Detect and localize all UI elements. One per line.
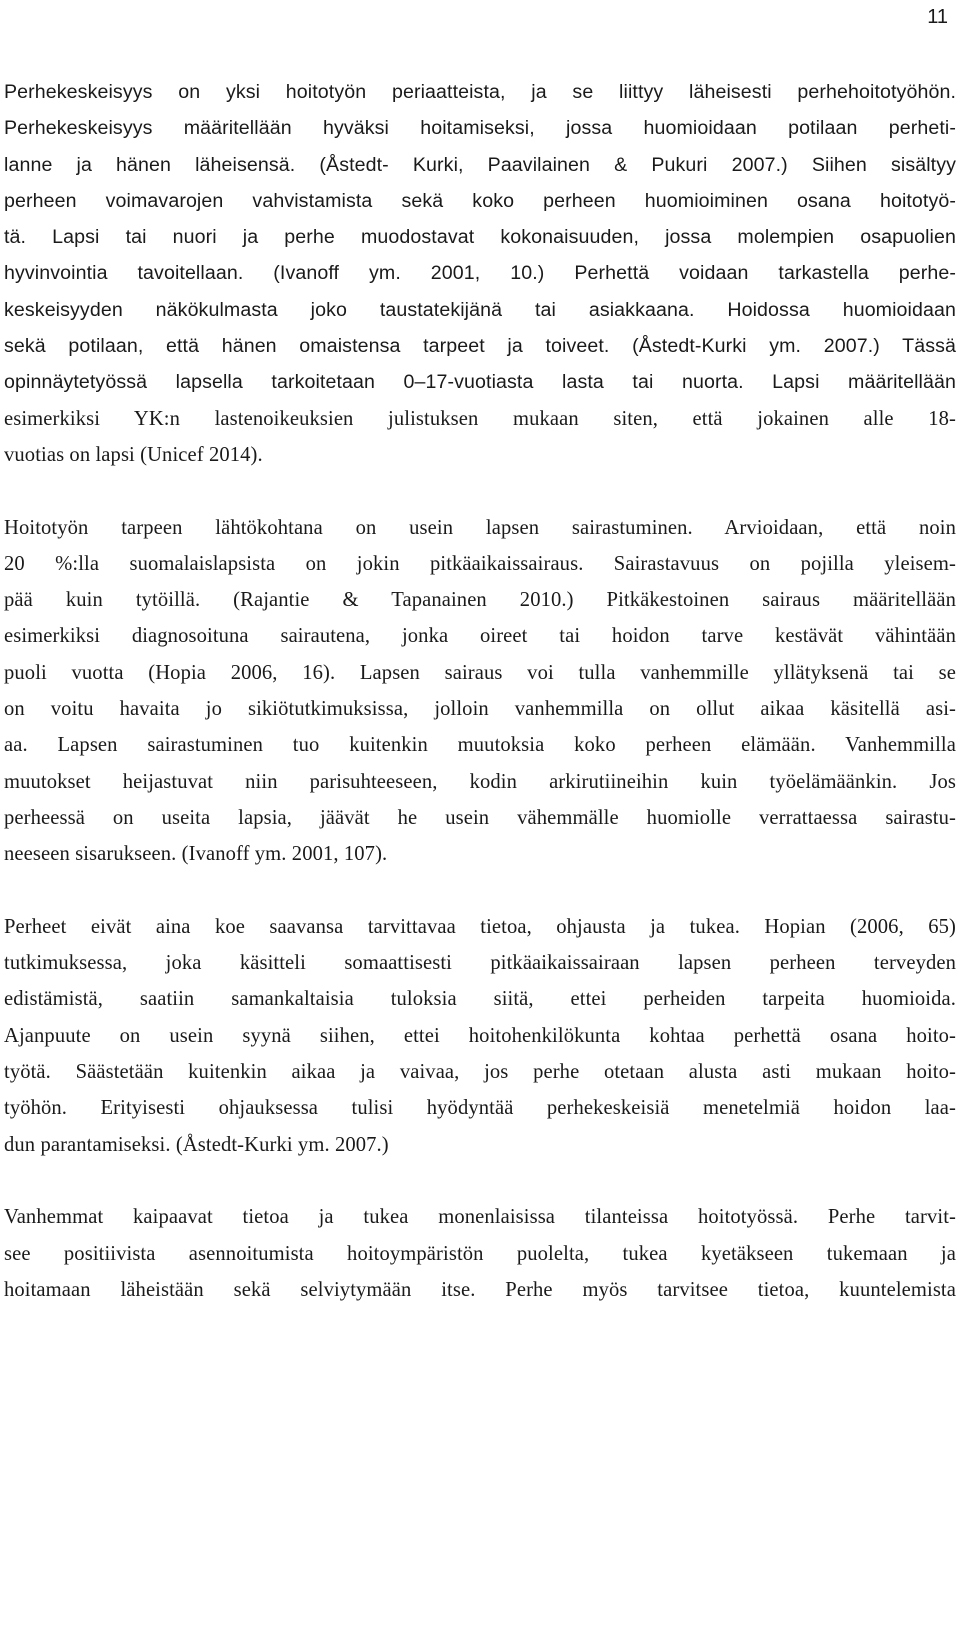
text-line: työtä. Säästetään kuitenkin aikaa ja vaivaa, jos perhe otetaan alusta asti mukaan hoito- — [4, 1061, 956, 1084]
text-line: on voitu havaita jo sikiötutkimuksissa, jolloin vanhemmilla on ollut aikaa käsitellä asi- — [4, 698, 956, 721]
text-line: see positiivista asennoitumista hoitoympäristön puolelta, tukea kyetäkseen tukemaan ja — [4, 1242, 956, 1265]
text-line: neeseen sisarukseen. (Ivanoff ym. 2001, 107). — [4, 843, 388, 866]
paragraph — [4, 1199, 956, 1308]
text-line: Perheet eivät aina koe saavansa tarvittavaa tietoa, ohjausta ja tukea. Hopian (2006, 65) — [4, 915, 956, 938]
paragraph — [4, 909, 956, 1163]
text-line: edistämistä, saatiin samankaltaisia tuloksia siitä, ettei perheiden tarpeita huomioida. — [4, 988, 956, 1011]
text-line: hoitamaan läheistään sekä selviytymään itse. Perhe myös tarvitsee tietoa, kuuntelemista — [4, 1278, 956, 1301]
text-line: pää kuin tytöillä. (Rajantie & Tapanainen 2010.) Pitkäkestoinen sairaus määritellään — [4, 589, 956, 612]
paragraph-gap — [4, 473, 956, 509]
text-line: Perhekeskeisyys määritellään hyväksi hoitamiseksi, jossa huomioidaan potilaan perheti- — [4, 117, 956, 140]
text-line: hyvinvointia tavoitellaan. (Ivanoff ym. 2001, 10.) Perhettä voidaan tarkastella perhe- — [4, 262, 956, 285]
text-line: esimerkiksi diagnosoituna sairautena, jonka oireet tai hoidon tarve kestävät vähintään — [4, 625, 956, 648]
text-line: Vanhemmat kaipaavat tietoa ja tukea monenlaisissa tilanteissa hoitotyössä. Perhe tarvit- — [4, 1206, 956, 1229]
text-line: sekä potilaan, että hänen omaistensa tarpeet ja toiveet. (Åstedt-Kurki ym. 2007.) Tässä — [4, 335, 956, 358]
paragraph-gap — [4, 873, 956, 909]
text-line: tä. Lapsi tai nuori ja perhe muodostavat kokonaisuuden, jossa molempien osapuolien — [4, 226, 956, 249]
text-line: perheen voimavarojen vahvistamista sekä koko perheen huomioiminen osana hoitotyö- — [4, 189, 956, 212]
text-line: aa. Lapsen sairastuminen tuo kuitenkin muutoksia koko perheen elämään. Vanhemmilla — [4, 734, 956, 757]
text-line: opinnäytetyössä lapsella tarkoitetaan 0–17-vuotiasta lasta tai nuorta. Lapsi määritellään — [4, 371, 956, 394]
paragraph-gap — [4, 1163, 956, 1199]
document-body — [4, 74, 956, 1308]
text-line: Ajanpuute on usein syynä siihen, ettei hoitohenkilökunta kohtaa perhettä osana hoito- — [4, 1024, 956, 1047]
text-line: tutkimuksessa, joka käsitteli somaattisesti pitkäaikaissairaan lapsen perheen terveyden — [4, 952, 956, 975]
text-line: dun parantamiseksi. (Åstedt-Kurki ym. 2007.) — [4, 1133, 389, 1156]
text-line: Perhekeskeisyys on yksi hoitotyön periaatteista, ja se liittyy läheisesti perhehoitotyöhön. — [4, 81, 956, 103]
text-line: vuotias on lapsi (Unicef 2014). — [4, 443, 263, 466]
page-number: 11 — [927, 6, 948, 28]
paragraph — [4, 74, 956, 473]
text-line: 20 %:lla suomalaislapsista on jokin pitkäaikaissairaus. Sairastavuus on pojilla yleisem- — [4, 552, 956, 575]
text-line: esimerkiksi YK:n lastenoikeuksien julistuksen mukaan siten, että jokainen alle 18- — [4, 407, 956, 430]
text-line: lanne ja hänen läheisensä. (Åstedt- Kurki, Paavilainen & Pukuri 2007.) Siihen sisältyy — [4, 153, 956, 176]
text-line: työhön. Erityisesti ohjauksessa tulisi hyödyntää perhekeskeisiä menetelmiä hoidon laa- — [4, 1097, 956, 1120]
text-line: muutokset heijastuvat niin parisuhteeseen, kodin arkirutiineihin kuin työelämäänkin. Jos — [4, 770, 956, 793]
text-line: Hoitotyön tarpeen lähtökohtana on usein lapsen sairastuminen. Arvioidaan, että noin — [4, 516, 956, 539]
text-line: puoli vuotta (Hopia 2006, 16). Lapsen sairaus voi tulla vanhemmille yllätyksenä tai se — [4, 661, 956, 684]
text-line: keskeisyyden näkökulmasta joko taustatekijänä tai asiakkaana. Hoidossa huomioidaan — [4, 298, 956, 321]
text-line: perheessä on useita lapsia, jäävät he usein vähemmälle huomiolle verrattaessa sairastu- — [4, 806, 956, 829]
paragraph — [4, 510, 956, 873]
